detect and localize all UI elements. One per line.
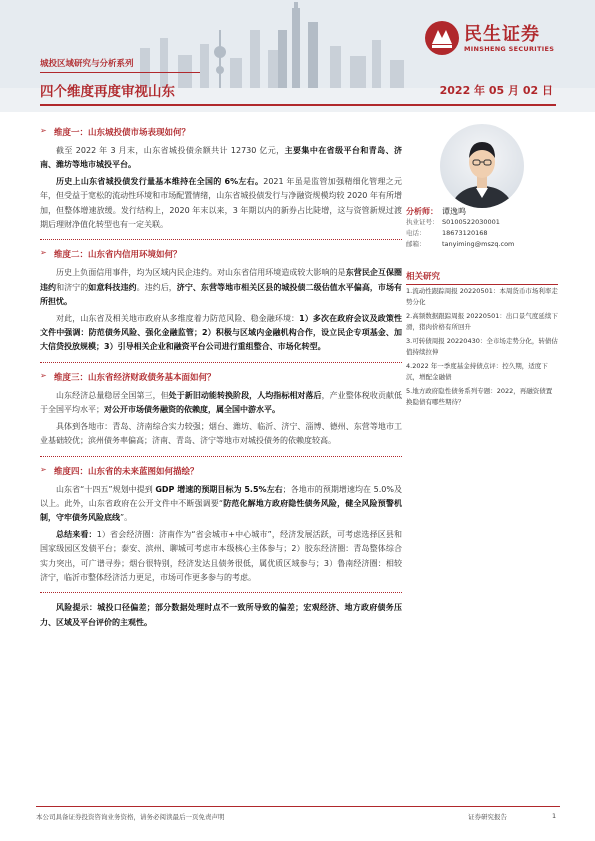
report-title: 四个维度再度审视山东 (40, 84, 175, 100)
related-research-list (406, 286, 558, 411)
header-banner (0, 0, 595, 112)
emphasis-text: 历史上山东省城投债发行量基本维持在全国的 6%左右。 (56, 176, 264, 186)
analyst-contact-row (406, 228, 558, 239)
emphasis-text: 处于新旧动能转换阶段，人均指标相对落后 (168, 390, 322, 400)
body-text: 具体到各地市：青岛、济南综合实力较强；烟台、潍坊、临沂、济宁、淄博、德州、东营等地市工业基础较优；滨州债务率偏高；济南、青岛、济宁等地市对城投债务的依赖度较高。 (40, 421, 402, 446)
related-research-link[interactable]: 3.可转债周报 20220430：全市场走势分化，转债估值持续拉伸 (406, 337, 558, 356)
emphasis-text: 如意科技违约 (88, 282, 137, 292)
logo-mark-icon (424, 20, 460, 56)
logo-text-en: MINSHENG SECURITIES (464, 45, 555, 53)
section-divider (40, 592, 402, 593)
body-text: 对此，山东省及相关地市政府从多维度着力防范风险、稳金融环境： (56, 313, 300, 323)
series-underline (40, 72, 200, 73)
emphasis-text: 济宁、东营等地市相关区县的城投债二级估值水平偏高，市场有所担忧。 (40, 282, 403, 307)
footer-divider (36, 806, 560, 807)
arrow-bullet-icon: ➢ (40, 464, 47, 474)
summary-paragraph (40, 144, 402, 173)
arrow-bullet-icon: ➢ (40, 370, 47, 380)
section-heading-text: 维度一：山东城投债市场表现如何？ (54, 128, 191, 138)
section-heading-text: 维度三：山东省经济财政债务基本面如何？ (54, 372, 216, 383)
emphasis-text: GDP 增速的预期目标为 5.5%左右 (155, 484, 283, 494)
body-text: 2021 年虽是监管加强精细化管理之元年，但受益于宽松的流动性环境和市场配置情绪，山东省城投债发行与净融资规模均较 2020 年有所增加，但整体增速放缓。发行结构上，2020 年末以来，3 年期以内的新券占比陡增，这与资管新规过渡期后理财净值化转型也有一定关联。 (40, 176, 402, 230)
summary-paragraph (40, 312, 402, 355)
summary-paragraph (40, 528, 402, 586)
related-research-title: 相关研究 (406, 270, 558, 285)
emphasis-text: 主要集中在省级平台和青岛、济南、潍坊等地市城投平台。 (40, 146, 402, 170)
contact-value: tanyiming@mszq.com (442, 240, 515, 248)
analyst-photo (440, 124, 524, 208)
section-divider (40, 239, 402, 240)
body-text: ”。 (120, 513, 133, 523)
body-text: 山东经济总量稳居全国第三，但 (56, 390, 169, 400)
summary-paragraph (40, 601, 402, 630)
section-heading-text: 维度四：山东省的未来蓝图如何描绘？ (54, 466, 199, 477)
contact-value: 18673120168 (442, 229, 488, 237)
summary-paragraph (40, 266, 402, 309)
emphasis-text: 总结来看： (56, 529, 97, 539)
footer-report-type: 证券研究报告 (468, 813, 507, 821)
summary-paragraph (40, 483, 402, 526)
body-text: 历史上负面信用事件，均为区域内民企违约。对山东省信用环境造成较大影响的是 (56, 268, 346, 278)
emphasis-text: 防范化解地方政府隐性债务风险，健全风险预警机制，守牢债务风险底线 (40, 498, 402, 523)
arrow-bullet-icon: ➢ (40, 248, 47, 258)
contact-label: 电话： (406, 229, 426, 237)
summary-paragraph (40, 420, 402, 449)
body-text: ；各地市的预期增速均在 5.0%及以上。此外，山东省政府在公开文件中不断强调要“ (40, 484, 402, 508)
footer-disclaimer: 本公司具备证券投资咨询业务资格，请务必阅读最后一页免责声明 (36, 813, 225, 821)
arrow-bullet-icon: ➢ (40, 126, 47, 135)
report-series: 城投区域研究与分析系列 (40, 59, 134, 69)
section-heading (40, 248, 402, 261)
analyst-name-row (406, 206, 558, 217)
section-divider (40, 362, 402, 363)
analyst-contact-row (406, 217, 558, 228)
section-heading (40, 370, 402, 383)
section-heading (40, 126, 402, 138)
body-text: ，产业整体税收贡献低于全国平均水平； (40, 390, 403, 415)
summary-paragraph (40, 389, 402, 418)
page-number: 1 (552, 812, 557, 820)
emphasis-text: 对公开市场债务融资的依赖度，属全国中游水平。 (104, 405, 280, 415)
body-text: 1）省会经济圈：济南作为“省会城市+中心城市”，经济发展活跃，可考虑选择区县和国家级园区发债平台；泰安、滨州、聊城可考虑市本级核心主体参与；2）胶东经济圈：青岛整体综合实力突出，可广谱寻券；烟台很特别，经济发达且债务很低，属优质区域参与；3）鲁南经济圈：相较济宁，临沂市整体经济活力更足，市场可作更多参与的考虑。 (40, 529, 402, 582)
body-text: 。违约后， (136, 282, 177, 292)
contact-label: 邮箱： (406, 240, 426, 248)
body-text: 和济宁的 (56, 282, 89, 292)
analyst-avatar-icon (440, 124, 524, 208)
emphasis-text: 城投口径偏差；部分数据处理时点不一致所导致的偏差；宏观经济、地方政府债务压力、区域及平台评价的主观性。 (40, 603, 403, 627)
related-research-link[interactable]: 2.高频数据跟踪周报 20220501：出口景气度延续下滑，猪肉价格有所回升 (406, 312, 558, 331)
contact-label: 执业证号： (406, 218, 439, 226)
emphasis-text: 1）多次在政府会议及政策性文件中强调：防范债务风险、强化金融监管；2）积极与区域内金融机构合作，设立民企专项基金、加大信贷投放规模；3）引导相关企业和融资平台公司进行重组整合、市场化转型。 (40, 313, 402, 352)
emphasis-text: 风险提示： (56, 603, 98, 613)
contact-value: S0100522030001 (442, 218, 500, 226)
section-divider (40, 456, 402, 457)
analyst-label: 分析师： (406, 207, 438, 216)
analyst-contact-row (406, 239, 558, 250)
minsheng-logo (424, 18, 584, 66)
header-divider (40, 104, 556, 106)
section-heading-text: 维度二：山东省内信用环境如何？ (54, 250, 182, 261)
section-heading (40, 464, 402, 477)
report-summary (40, 120, 402, 632)
related-research-link[interactable]: 4.2022 年一季度基金持债点评：控久期，适度下沉，增配金融债 (406, 362, 548, 381)
body-text: 山东省“十四五”规划中提到 (56, 484, 156, 494)
summary-paragraph (40, 175, 402, 233)
analyst-info (406, 206, 558, 250)
related-research-link[interactable]: 5.地方政府隐性债务系列专题：2022，再融资债置换隐债有哪些期待？ (406, 387, 553, 406)
body-text: 截至 2022 年 3 月末，山东省城投债余额共计 12730 亿元， (56, 146, 285, 155)
emphasis-text: 东营民企互保圈违约 (40, 268, 403, 292)
report-date: 2022 年 05 月 02 日 (439, 84, 553, 97)
analyst-name: 谭逸鸣 (442, 207, 466, 216)
logo-text-cn: 民生证券 (464, 24, 540, 45)
related-research-link[interactable]: 1.流动性跟踪周报 20220501：本周货币市场利率走势分化 (406, 287, 558, 306)
